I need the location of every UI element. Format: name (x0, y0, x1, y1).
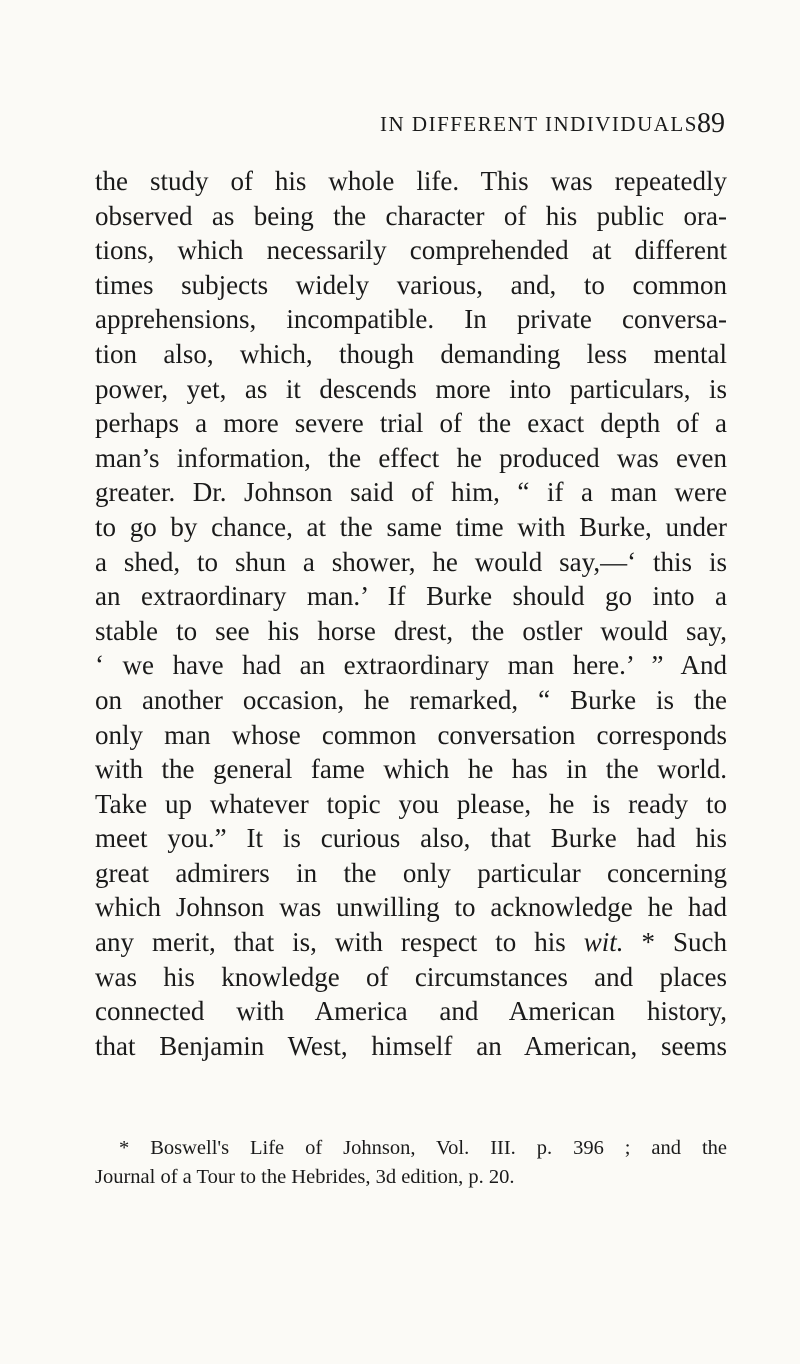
body-line: that Benjamin West, himself an American, seems (95, 1030, 727, 1061)
footnote-marker-tail: * Such (641, 927, 727, 958)
body-line: tions, which necessarily comprehended at different (95, 235, 727, 266)
page-number: 89 (697, 108, 725, 139)
body-line: man’s information, the effect he produced was even (95, 442, 727, 473)
body-line: an extraordinary man.’ If Burke should go into a (95, 581, 727, 612)
running-title: IN DIFFERENT INDIVIDUALS. (380, 112, 705, 136)
body-line: greater. Dr. Johnson said of him, “ if a man were (95, 477, 727, 508)
body-line: on another occasion, he remarked, “ Burke is the (95, 684, 727, 715)
body-line-with-footnote-ref (95, 925, 727, 960)
footnote-line: Journal of a Tour to the Hebrides, 3d edition, p. 20. (95, 1166, 515, 1188)
body-line: times subjects widely various, and, to common (95, 269, 727, 300)
body-line: the study of his whole life. This was repeatedly (95, 166, 727, 196)
body-line: stable to see his horse drest, the ostler would say, (95, 615, 727, 646)
body-line: great admirers in the only particular concerning (95, 857, 727, 888)
body-line-lead: any merit, that is, with respect to his (95, 927, 566, 958)
body-line: power, yet, as it descends more into particulars, is (95, 373, 727, 404)
footnotes (95, 1134, 727, 1192)
body-line: meet you.” It is curious also, that Burke had his (95, 823, 727, 854)
body-line: connected with America and American history, (95, 996, 727, 1027)
body-line: Take up whatever topic you please, he is ready to (95, 788, 727, 819)
body-line: tion also, which, though demanding less mental (95, 338, 727, 369)
body-line: apprehensions, incompatible. In private conversa- (95, 304, 727, 335)
body-line: was his knowledge of circumstances and places (95, 961, 727, 992)
body-line: which Johnson was unwilling to acknowledge he had (95, 892, 727, 923)
body-line: to go by chance, at the same time with Burke, under (95, 511, 727, 542)
running-head (95, 108, 725, 142)
body-line: with the general fame which he has in the world. (95, 754, 727, 785)
body-line: only man whose common conversation corresponds (95, 719, 727, 750)
footnote-line: * Boswell's Life of Johnson, Vol. III. p. 396 ; and the (119, 1137, 727, 1159)
body-line: a shed, to shun a shower, he would say,—‘ this is (95, 546, 727, 577)
body-line: perhaps a more severe trial of the exact depth of a (95, 408, 727, 439)
body-line: observed as being the character of his public ora- (95, 200, 727, 231)
body-line: ‘ we have had an extraordinary man here.’ ” And (95, 650, 727, 681)
italic-word: wit. (583, 927, 624, 958)
body-text (95, 164, 727, 1063)
